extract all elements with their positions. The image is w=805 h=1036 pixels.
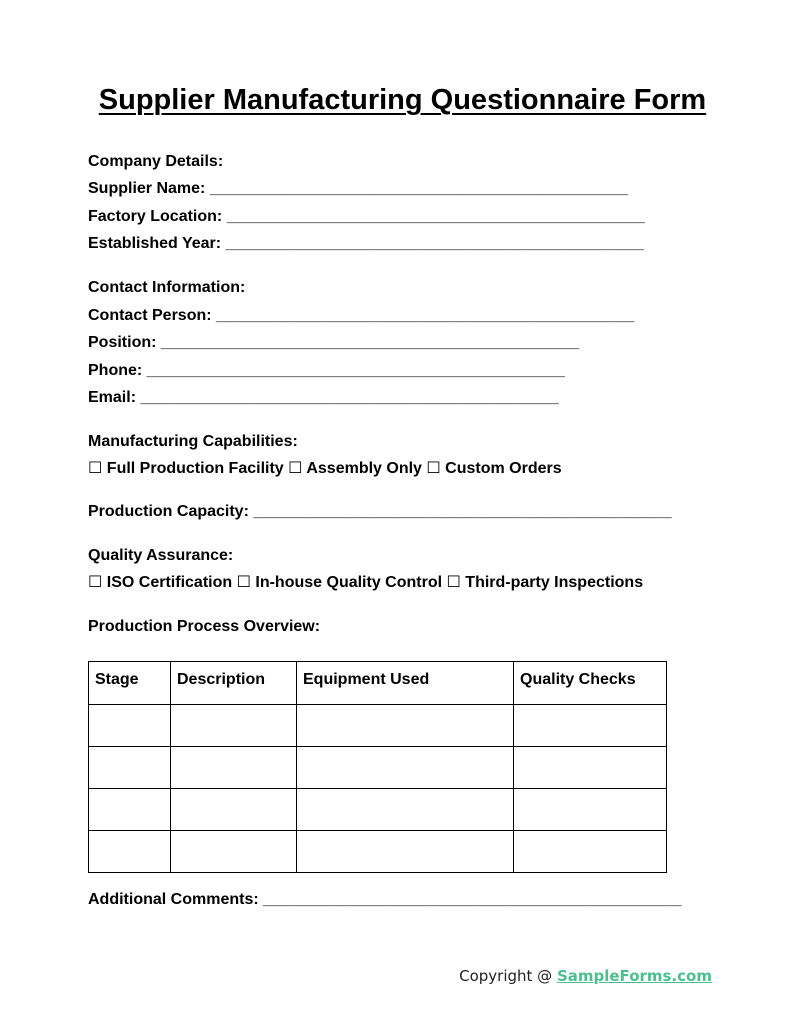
manufacturing-capabilities-heading: Manufacturing Capabilities: — [88, 433, 298, 450]
position-label: Position: — [88, 334, 157, 351]
table-row — [89, 705, 667, 747]
table-row — [89, 831, 667, 873]
established-year-blank[interactable]: _______________________________________________ — [225, 235, 644, 252]
table-cell[interactable] — [514, 789, 667, 831]
additional-comments-label: Additional Comments: — [88, 891, 259, 908]
table-cell[interactable] — [297, 831, 514, 873]
contact-person-blank[interactable]: _______________________________________________ — [216, 307, 635, 324]
supplier-name-field[interactable] — [88, 179, 628, 199]
table-row — [89, 747, 667, 789]
table-cell[interactable] — [297, 705, 514, 747]
phone-blank[interactable]: _______________________________________________ — [146, 362, 565, 379]
column-header-equipment: Equipment Used — [297, 662, 514, 705]
email-blank[interactable]: _______________________________________________ — [140, 389, 559, 406]
additional-comments-blank[interactable]: _______________________________________________ — [263, 891, 682, 908]
copyright-text: Copyright @ — [459, 967, 557, 985]
quality-options — [88, 573, 643, 593]
checkbox-custom-orders[interactable]: ☐ Custom Orders — [426, 460, 562, 477]
production-capacity-blank[interactable]: _______________________________________________ — [253, 503, 672, 520]
supplier-name-label: Supplier Name: — [88, 180, 206, 197]
copyright-footer — [459, 967, 712, 985]
column-header-stage: Stage — [89, 662, 171, 705]
phone-field[interactable] — [88, 361, 565, 381]
checkbox-assembly-only[interactable]: ☐ Assembly Only — [288, 460, 422, 477]
position-field[interactable] — [88, 333, 579, 353]
company-details-heading: Company Details: — [88, 153, 224, 170]
checkbox-third-party-inspections[interactable]: ☐ Third-party Inspections — [446, 574, 644, 591]
table-cell[interactable] — [514, 831, 667, 873]
table-cell[interactable] — [297, 747, 514, 789]
supplier-name-blank[interactable]: _______________________________________________ — [209, 180, 629, 197]
quality-assurance-heading: Quality Assurance: — [88, 547, 234, 564]
additional-comments-field[interactable] — [88, 890, 681, 910]
table-cell[interactable] — [514, 705, 667, 747]
table-cell[interactable] — [171, 705, 297, 747]
checkbox-iso-certification[interactable]: ☐ ISO Certification — [88, 574, 233, 591]
production-process-heading: Production Process Overview: — [88, 618, 321, 635]
phone-label: Phone: — [88, 362, 143, 379]
established-year-field[interactable] — [88, 234, 644, 254]
form-title: Supplier Manufacturing Questionnaire Form — [98, 84, 707, 116]
column-header-description: Description — [171, 662, 297, 705]
contact-information-heading: Contact Information: — [88, 279, 246, 296]
table-cell[interactable] — [171, 831, 297, 873]
production-capacity-label: Production Capacity: — [88, 503, 249, 520]
table-cell[interactable] — [297, 789, 514, 831]
table-cell[interactable] — [171, 789, 297, 831]
table-row — [89, 789, 667, 831]
production-process-table — [88, 661, 667, 873]
table-cell[interactable] — [89, 831, 171, 873]
email-label: Email: — [88, 389, 137, 406]
sampleforms-link[interactable]: SampleForms.com — [556, 967, 712, 985]
email-field[interactable] — [88, 388, 559, 408]
position-blank[interactable]: _______________________________________________ — [160, 334, 580, 351]
table-cell[interactable] — [171, 747, 297, 789]
table-cell[interactable] — [89, 789, 171, 831]
contact-person-label: Contact Person: — [88, 307, 212, 324]
table-cell[interactable] — [514, 747, 667, 789]
factory-location-blank[interactable]: _______________________________________________ — [226, 208, 645, 225]
checkbox-in-house-qc[interactable]: ☐ In-house Quality Control — [236, 574, 443, 591]
established-year-label: Established Year: — [88, 235, 222, 252]
checkbox-full-production[interactable]: ☐ Full Production Facility — [88, 460, 284, 477]
factory-location-field[interactable] — [88, 207, 645, 227]
table-cell[interactable] — [89, 747, 171, 789]
column-header-quality-checks: Quality Checks — [514, 662, 667, 705]
contact-person-field[interactable] — [88, 306, 634, 326]
table-header-row — [89, 662, 667, 705]
capabilities-options — [88, 459, 562, 479]
table-cell[interactable] — [89, 705, 171, 747]
factory-location-label: Factory Location: — [88, 208, 223, 225]
production-capacity-field[interactable] — [88, 502, 672, 522]
